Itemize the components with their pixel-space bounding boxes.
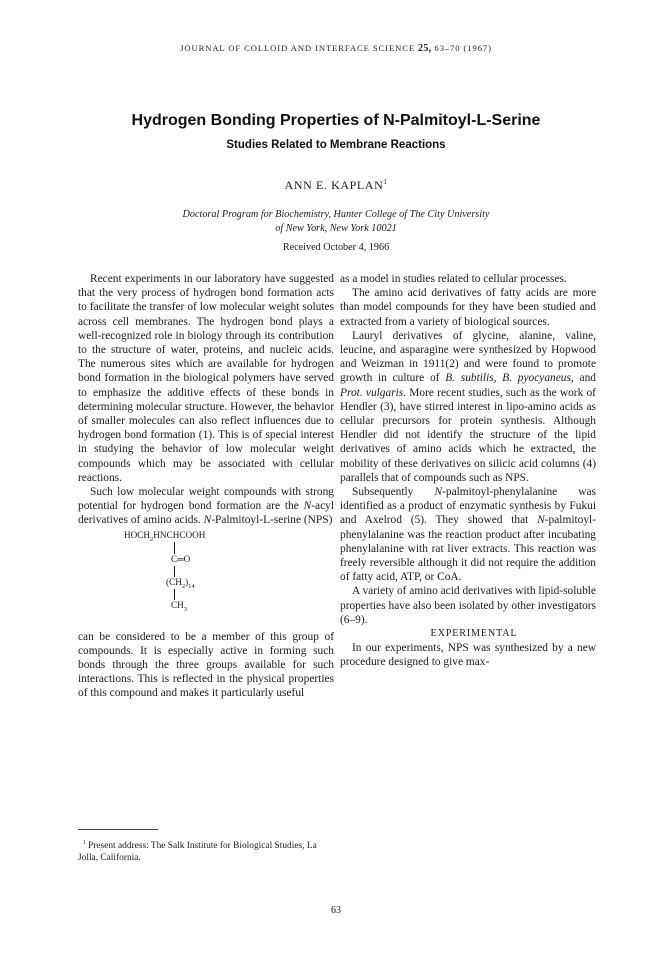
journal-pages-year: 63–70 (1967) [434,43,492,53]
footnote-text: Present address: The Salk Institute for Biological Studies, La Jolla, California. [78,841,317,864]
author-line [0,178,672,193]
left-p2-italic-n: N [303,500,312,513]
formula-sub-14: 14 [188,582,195,590]
footnote-rule [78,829,158,830]
right-paragraph-4 [340,485,596,584]
affiliation-line-2: of New York, New York 10021 [275,223,397,234]
section-heading-experimental: EXPERIMENTAL [430,628,518,640]
right-column [340,272,596,670]
right-p3-text-c: More recent studies, such as the work of Hendler (3), have stirred interest in lipo-amino acids as cellular precursors for protein synthesis. Although Hendler did not identify the structure of the lipid derivatives of amino acids which he extracted, the mobility of these derivatives on silicic acid columns (4) parallels that of compounds such as NPS. [340,386,596,484]
left-p2-italic-n-2: N [203,514,212,527]
formula-methyl [171,600,187,615]
right-p3-prot: Prot. vulgaris. [340,386,407,399]
left-paragraph-1: Recent experiments in our laboratory have suggested that the very process of hydrogen bond formation acts to facilitate the transfer of low molecular weight solutes across cell membranes. The hydrogen bond plays a well-recognized role in biology through its contribution to the structure of water, proteins, and nucleic acids. The numerous sites which are available for hydrogen bond formation in the biological polymers have served to emphasize the additive effects of these bonds in determining molecular structure. However, the behavior of smaller molecules can also reflect influences due to hydrogen bond formation (1). This is of special interest in studying the behavior of low molecular weight compounds which may be associated with cellular reactions. [78,273,334,484]
journal-volume: 25, [418,43,432,54]
formula-top-line [124,530,205,545]
right-paragraph-3 [340,329,596,485]
right-paragraph-1: as a model in studies related to cellular processes. [340,273,567,285]
formula-hoch: HOCH [124,529,151,540]
left-column [78,272,334,701]
formula-sub-2a: 2 [150,535,154,543]
formula-chain-close: ) [185,576,189,587]
formula-bond-2 [174,566,175,577]
right-p4-text-a: Subsequently [352,486,414,499]
author-footnote-mark: 1 [383,178,388,186]
left-p2-text-b: -acyl derivatives of amino acids. [78,500,334,527]
page-number: 63 [331,905,341,916]
footnote [78,837,334,864]
right-p3-text-a: Lauryl derivatives of glycine, alanine, valine, leucine, and asparagine were synthesized by Hopwood and Weizman in 1911(2) and were found to promote growth in culture of [340,329,596,385]
article-title: Hydrogen Bonding Properties of N-Palmitoyl-L-Serine [131,112,541,129]
footnote-mark: 1 [82,840,86,846]
right-paragraph-2: The amino acid derivatives of fatty acids are more than model compounds for they have been studied and extracted from a variety of biological sources. [340,287,596,328]
right-p4-italic-n: N [434,486,443,499]
left-paragraph-3: can be considered to be a member of this group of compounds. It is especially active in forming such bonds through the three groups available for such interactions. This is reflected in the physical properties of this compound and makes it particularly useful [78,630,334,700]
formula-hnchcooh: HNCHCOOH [153,529,206,540]
formula-bond-1 [174,542,175,554]
formula-chain-open: (CH [166,576,182,587]
received-date: Received October 4, 1966 [282,242,390,253]
author-name: ANN E. KAPLAN [284,178,384,192]
right-paragraph-5: A variety of amino acid derivatives with lipid-soluble properties have also been isolated by other investigators (6–9). [340,585,596,626]
formula-chain [166,577,195,592]
right-p3-and: and [579,372,596,385]
right-p3-species: B. subtilis, B. pyocyaneus, [445,372,574,385]
right-paragraph-6: In our experiments, NPS was synthesized by a new procedure designed to give max- [340,642,596,669]
article-subtitle: Studies Related to Membrane Reactions [226,139,446,151]
affiliation [120,208,552,236]
formula-bond-3 [174,589,175,600]
nps-structural-formula [78,530,334,628]
left-p2-text-c: -Palmitoyl-L-serine (NPS) [211,514,333,527]
right-p4-italic-n-2: N [537,514,545,527]
formula-ch: CH [171,599,184,610]
formula-sub-2b: 2 [181,582,186,590]
left-paragraph-2 [78,485,334,528]
affiliation-line-1: Doctoral Program for Biochemistry, Hunter College of The City University [182,209,490,220]
journal-name: JOURNAL OF COLLOID AND INTERFACE SCIENCE [180,43,415,53]
formula-carbonyl: C═O [171,553,191,564]
left-p2-text-a: Such low molecular weight compounds with strong potential for hydrogen bond formation are the [78,486,334,513]
right-p4-text-c: -palmitoyl-phenylalanine was the reaction product after incubating phenylalanine with rat liver extracts. This reaction was freely reversible although it did not require the addition of fatty acid, ATP, or CoA. [340,514,596,584]
formula-sub-3: 3 [183,605,188,613]
running-header [0,43,672,54]
right-p4-text-b: -palmitoyl-phenylalanine was identified as a product of enzymatic synthesis by Fukui and Axelrod (5). They showed that [340,486,596,527]
